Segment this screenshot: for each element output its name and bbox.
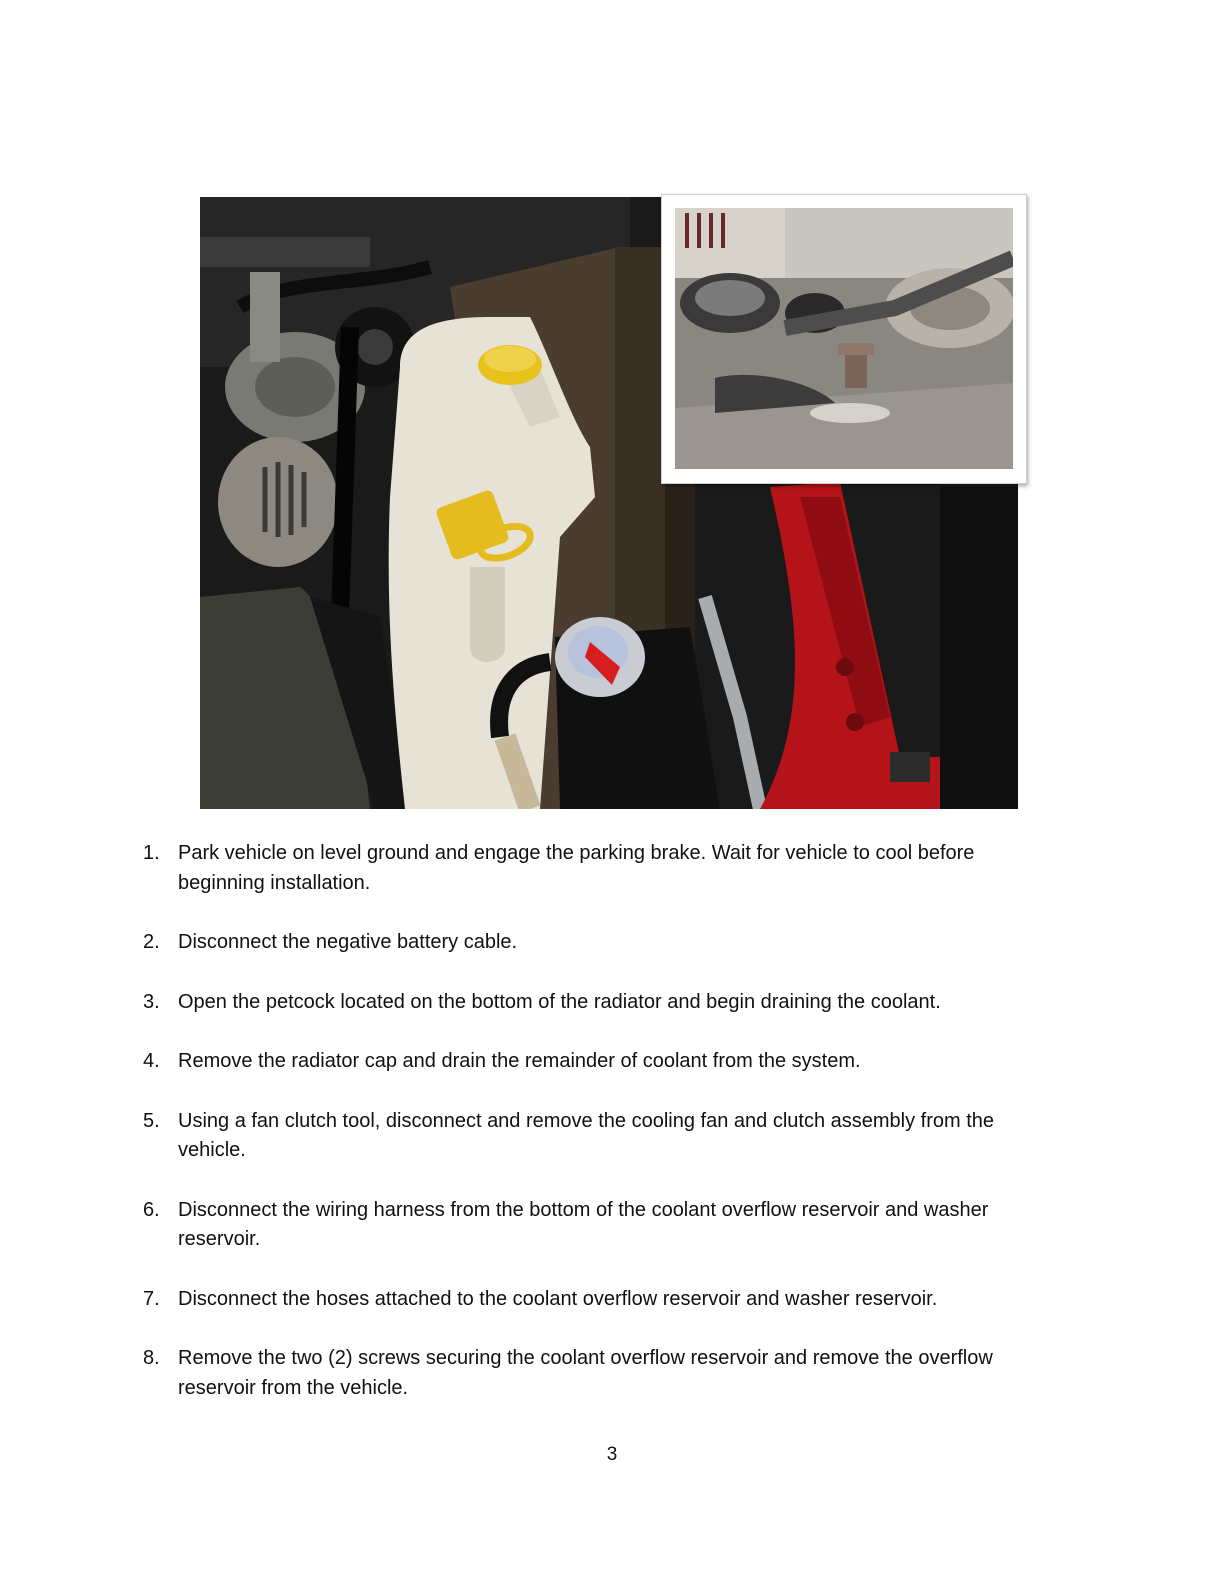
- instruction-steps: [143, 839, 1063, 1433]
- step-text: Remove the radiator cap and drain the remainder of coolant from the system.: [178, 1050, 861, 1072]
- step-text: Using a fan clutch tool, disconnect and remove the cooling fan and clutch assembly from the vehicle.: [178, 1109, 995, 1161]
- step-item: [143, 1285, 1063, 1315]
- step-number: 7.: [143, 1287, 160, 1310]
- page-number: 3: [606, 1444, 618, 1465]
- step-number: 6.: [143, 1198, 160, 1221]
- step-number: 3.: [143, 990, 160, 1013]
- step-number: 1.: [143, 842, 160, 864]
- step-text: Remove the two (2) screws securing the coolant overflow reservoir and remove the overflow reservoir from the vehicle.: [178, 1347, 993, 1399]
- step-item: [143, 1047, 1063, 1077]
- step-item: [143, 1107, 1063, 1166]
- step-text: Disconnect the hoses attached to the coolant overflow reservoir and washer reservoir.: [178, 1287, 938, 1310]
- step-number: 8.: [143, 1347, 160, 1369]
- step-text: Disconnect the negative battery cable.: [178, 931, 518, 953]
- step-item: [143, 988, 1063, 1018]
- step-text: Disconnect the wiring harness from the bottom of the coolant overflow reservoir and washer reservoir.: [178, 1198, 989, 1250]
- step-number: 5.: [143, 1109, 160, 1132]
- step-item: [143, 839, 1063, 898]
- step-number: 2.: [143, 931, 160, 953]
- step-item: [143, 928, 1063, 958]
- step-item: [143, 1344, 1063, 1403]
- fan-clutch-inset-photo: [661, 194, 1027, 484]
- step-number: 4.: [143, 1050, 160, 1072]
- step-text: Park vehicle on level ground and engage the parking brake. Wait for vehicle to cool before beginning installation.: [178, 842, 975, 894]
- step-text: Open the petcock located on the bottom of the radiator and begin draining the coolant.: [178, 990, 941, 1013]
- step-item: [143, 1196, 1063, 1255]
